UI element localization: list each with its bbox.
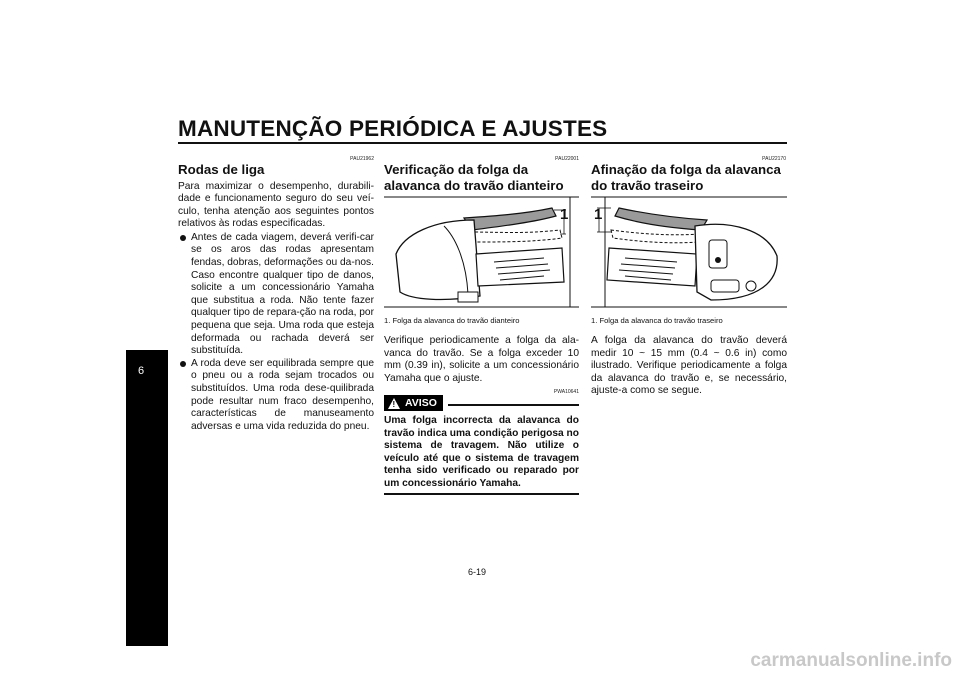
bullet-text: Antes de cada viagem, deverá verifi-car se os aros das rodas apresentam fendas, dobras, deformações ou da-nos. Caso encontre qualquer tipo de danos, solicite a um concessionário Yamaha que substitua a roda. Não tente fazer qualquer tipo de repara-ção na roda, por pequena que seja. Uma roda que esteja deformada ou rachada deverá ser substituída. — [191, 231, 374, 357]
section-title: Afinação da folga da alavanca do travão traseiro — [591, 162, 781, 193]
warning-badge — [384, 395, 443, 414]
list-item — [178, 358, 374, 434]
section-rear-brake-body — [591, 316, 787, 398]
list-item — [178, 232, 374, 358]
chapter-tab — [126, 350, 168, 646]
warning-icon: ! — [388, 398, 400, 409]
warning-code: PWA10641 — [553, 389, 579, 395]
section-rear-brake — [591, 162, 787, 193]
section-rodas — [178, 162, 374, 433]
front-brake-lever-illustration — [384, 196, 579, 308]
section-front-brake-body — [384, 316, 579, 385]
figure-callout: 1 — [594, 206, 603, 223]
header-rule — [178, 142, 787, 144]
figure-callout: 1 — [560, 206, 569, 223]
section-code: PAU22001 — [555, 156, 579, 162]
section-code: PAU22170 — [762, 156, 786, 162]
chapter-number: 6 — [138, 365, 145, 377]
intro-paragraph: Para maximizar o desempenho, durabili-dade e funcionamento seguro do seu veí-culo, tenha atenção aos seguintes pontos relativos às rodas especificadas. — [178, 180, 374, 230]
bullet-text: A roda deve ser equilibrada sempre que o pneu ou a roda sejam trocados ou substituídos. Uma roda dese-quilibrada pode resultar num fraco desempenho, características de manuseamento adversas e uma vida reduzida do pneu. — [191, 357, 374, 432]
rear-brake-lever-illustration — [591, 196, 787, 308]
warning-label: AVISO — [405, 397, 437, 409]
figure-caption: 1. Folga da alavanca do travão traseiro — [591, 316, 723, 325]
figure-caption: 1. Folga da alavanca do travão dianteiro — [384, 316, 520, 325]
section-title: Rodas de liga — [178, 162, 265, 177]
page-number: 6-19 — [468, 567, 487, 577]
section-front-brake — [384, 162, 579, 193]
warning-bottom-rule — [384, 493, 579, 495]
bullet-icon — [180, 235, 186, 241]
bullet-icon — [180, 361, 186, 367]
warning-text: Uma folga incorrecta da alavanca do travão indica uma condição perigosa no sistema de travagem. Não utilize o veículo até que o sistema de travagem tenha sido verificado ou reparado por um concessionário Yamaha. — [384, 415, 579, 489]
warning-top-rule — [448, 404, 579, 406]
body-paragraph: Verifique periodicamente a folga da ala-vanca do travão. Se a folga exceder 10 mm (0.39 in), solicite a um concessionário Yamaha que o ajuste. — [384, 335, 579, 384]
section-code: PAU21962 — [350, 156, 374, 162]
watermark: carmanualsonline.info — [750, 650, 952, 671]
page-title: MANUTENÇÃO PERIÓDICA E AJUSTES — [178, 116, 608, 141]
section-title: Verificação da folga da alavanca do travão dianteiro — [384, 162, 564, 193]
body-paragraph: A folga da alavanca do travão deverá medir 10 ~ 15 mm (0.4 ~ 0.6 in) como ilustrado. Verifique periodicamente a folga da alavanca do travão e, se necessário, ajuste-a como se segue. — [591, 335, 787, 397]
